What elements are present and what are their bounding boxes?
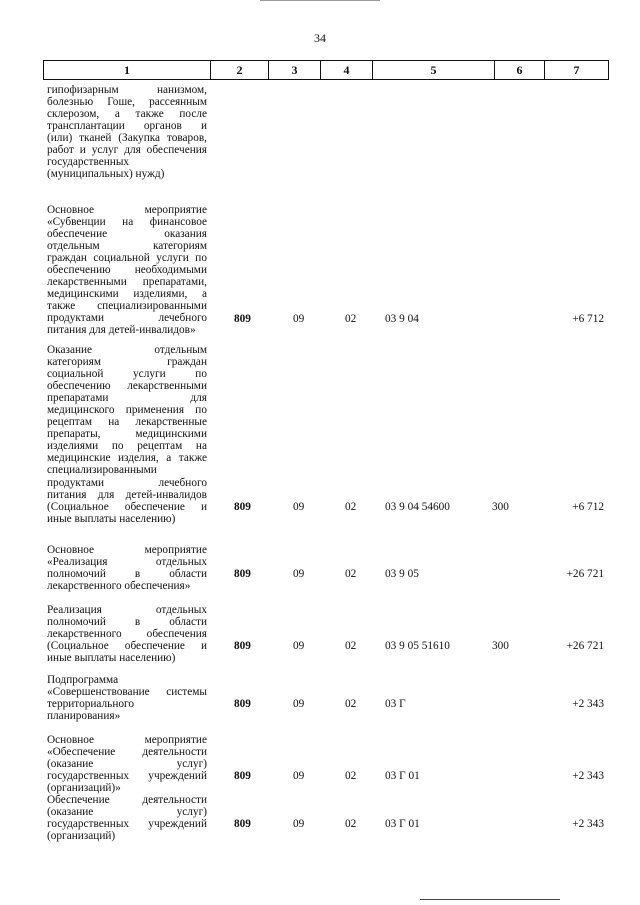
description-line: (Социальное обеспечение и bbox=[47, 500, 207, 513]
description-line: обеспечению лекарственными bbox=[47, 380, 207, 393]
table-cell-amount: +2 343 bbox=[572, 698, 604, 711]
table-cell-section-code: 09 bbox=[293, 698, 305, 711]
description-line: территориального bbox=[47, 698, 135, 711]
description-line: лекарственными препаратами, bbox=[47, 276, 207, 289]
description-line: питания для детей-инвалидов bbox=[47, 488, 207, 501]
column-header-2: 2 bbox=[211, 61, 269, 80]
column-header-5: 5 bbox=[373, 61, 495, 80]
table-cell-subsection-code: 02 bbox=[345, 568, 357, 581]
description-line: (оказание услуг) bbox=[47, 806, 207, 819]
table-cell-subsection-code: 02 bbox=[345, 312, 357, 325]
description-line: изделиями по рецептам на bbox=[47, 440, 207, 453]
description-line: препараты, медицинскими bbox=[47, 428, 207, 441]
table-cell-target-article: 03 9 04 bbox=[385, 312, 419, 325]
table-cell-chapter-code: 809 bbox=[234, 568, 251, 581]
description-line: рецептам на лекарственные bbox=[47, 416, 207, 429]
description-line: иные выплаты населению) bbox=[47, 652, 176, 665]
scan-edge-line bbox=[260, 0, 380, 1]
description-line: медицинского применения по bbox=[47, 404, 207, 417]
table-row-description bbox=[47, 204, 207, 337]
table-cell-subsection-code: 02 bbox=[345, 818, 357, 831]
description-line: продуктами лечебного bbox=[47, 312, 207, 325]
table-cell-chapter-code: 809 bbox=[234, 500, 251, 513]
table-cell-chapter-code: 809 bbox=[234, 770, 251, 783]
table-row-description bbox=[47, 794, 207, 842]
table-cell-expense-type: 300 bbox=[492, 500, 509, 513]
description-line: государственных bbox=[47, 156, 130, 169]
description-line: болезнью Гоше, рассеянным bbox=[47, 96, 207, 109]
description-line: гипофизарным нанизмом, bbox=[47, 84, 207, 96]
description-line: полномочий в области bbox=[47, 616, 207, 629]
description-line: (муниципальных) нужд) bbox=[47, 168, 165, 181]
column-header-table bbox=[43, 60, 609, 80]
description-line: Обеспечение деятельности bbox=[47, 794, 207, 806]
description-line: социальной услуги по bbox=[47, 368, 207, 381]
scan-edge-line-bottom bbox=[420, 899, 560, 900]
table-cell-target-article: 03 9 05 51610 bbox=[385, 640, 450, 653]
description-line: государственных учреждений bbox=[47, 770, 207, 783]
description-line: «Реализация отдельных bbox=[47, 556, 207, 569]
table-cell-section-code: 09 bbox=[293, 500, 305, 513]
table-cell-chapter-code: 809 bbox=[234, 640, 251, 653]
table-row-description bbox=[47, 84, 207, 180]
table-row-description bbox=[47, 344, 207, 525]
description-line: трансплантации органов и bbox=[47, 120, 207, 133]
description-line: Основное мероприятие bbox=[47, 544, 207, 556]
description-line: специализированными bbox=[47, 464, 157, 477]
table-cell-amount: +2 343 bbox=[572, 818, 604, 831]
table-cell-target-article: 03 Г 01 bbox=[385, 770, 420, 783]
description-line: категориям граждан bbox=[47, 356, 207, 369]
description-line: Подпрограмма bbox=[47, 674, 119, 686]
description-line: иные выплаты населению) bbox=[47, 512, 176, 525]
column-header-1: 1 bbox=[44, 61, 211, 80]
table-cell-section-code: 09 bbox=[293, 770, 305, 783]
description-line: работ и услуг для обеспечения bbox=[47, 144, 207, 157]
table-cell-amount: +26 721 bbox=[566, 568, 604, 581]
description-line: (Социальное обеспечение и bbox=[47, 640, 207, 653]
table-cell-section-code: 09 bbox=[293, 312, 305, 325]
page-number: 34 bbox=[314, 31, 326, 45]
table-cell-section-code: 09 bbox=[293, 818, 305, 831]
description-line: Основное мероприятие bbox=[47, 204, 207, 216]
description-line: «Обеспечение деятельности bbox=[47, 746, 207, 759]
description-line: (организаций)» bbox=[47, 782, 121, 795]
table-row-description bbox=[47, 734, 207, 794]
description-line: Реализация отдельных bbox=[47, 604, 207, 616]
description-line: (оказание услуг) bbox=[47, 758, 207, 771]
column-header-7: 7 bbox=[545, 61, 609, 80]
column-header-4: 4 bbox=[321, 61, 373, 80]
table-cell-subsection-code: 02 bbox=[345, 770, 357, 783]
column-header-row bbox=[44, 61, 609, 80]
table-cell-target-article: 03 Г bbox=[385, 698, 406, 711]
description-line: Оказание отдельным bbox=[47, 344, 207, 356]
table-row-description bbox=[47, 674, 207, 722]
column-header-6: 6 bbox=[495, 61, 545, 80]
description-line: полномочий в области bbox=[47, 568, 207, 581]
description-line: лекарственного обеспечения» bbox=[47, 580, 191, 593]
description-line: (организаций) bbox=[47, 830, 116, 843]
description-line: медицинскими изделиями, а bbox=[47, 288, 207, 301]
table-cell-section-code: 09 bbox=[293, 568, 305, 581]
description-line: планирования» bbox=[47, 710, 121, 723]
description-line: «Субвенции на финансовое bbox=[47, 216, 207, 229]
table-cell-target-article: 03 9 05 bbox=[385, 568, 419, 581]
table-cell-chapter-code: 809 bbox=[234, 312, 251, 325]
description-line: склерозом, а также после bbox=[47, 108, 207, 121]
description-line: лекарственного обеспечения bbox=[47, 628, 207, 641]
description-line: продуктами лечебного bbox=[47, 476, 207, 489]
table-cell-subsection-code: 02 bbox=[345, 640, 357, 653]
table-cell-expense-type: 300 bbox=[492, 640, 509, 653]
description-line: граждан социальной услуги по bbox=[47, 252, 207, 265]
table-cell-amount: +26 721 bbox=[566, 640, 604, 653]
description-line: препаратами для bbox=[47, 392, 207, 405]
table-cell-target-article: 03 9 04 54600 bbox=[385, 500, 450, 513]
table-cell-amount: +6 712 bbox=[572, 500, 604, 513]
column-header-3: 3 bbox=[269, 61, 321, 80]
description-line: отдельным категориям bbox=[47, 240, 207, 253]
description-line: «Совершенствование системы bbox=[47, 686, 207, 699]
table-cell-amount: +6 712 bbox=[572, 312, 604, 325]
description-line: обеспечение оказания bbox=[47, 228, 207, 241]
description-line: Основное мероприятие bbox=[47, 734, 207, 746]
table-cell-target-article: 03 Г 01 bbox=[385, 818, 420, 831]
description-line: государственных учреждений bbox=[47, 818, 207, 831]
table-row-description bbox=[47, 544, 207, 592]
table-row-description bbox=[47, 604, 207, 664]
description-line: питания для детей-инвалидов» bbox=[47, 324, 196, 337]
table-cell-chapter-code: 809 bbox=[234, 818, 251, 831]
description-line: медицинские изделия, а также bbox=[47, 452, 207, 465]
table-cell-section-code: 09 bbox=[293, 640, 305, 653]
description-line: также специализированными bbox=[47, 300, 207, 313]
table-cell-subsection-code: 02 bbox=[345, 698, 357, 711]
table-cell-subsection-code: 02 bbox=[345, 500, 357, 513]
description-line: обеспечению необходимыми bbox=[47, 264, 207, 277]
table-cell-chapter-code: 809 bbox=[234, 698, 251, 711]
table-cell-amount: +2 343 bbox=[572, 770, 604, 783]
description-line: (или) тканей (Закупка товаров, bbox=[47, 132, 207, 145]
